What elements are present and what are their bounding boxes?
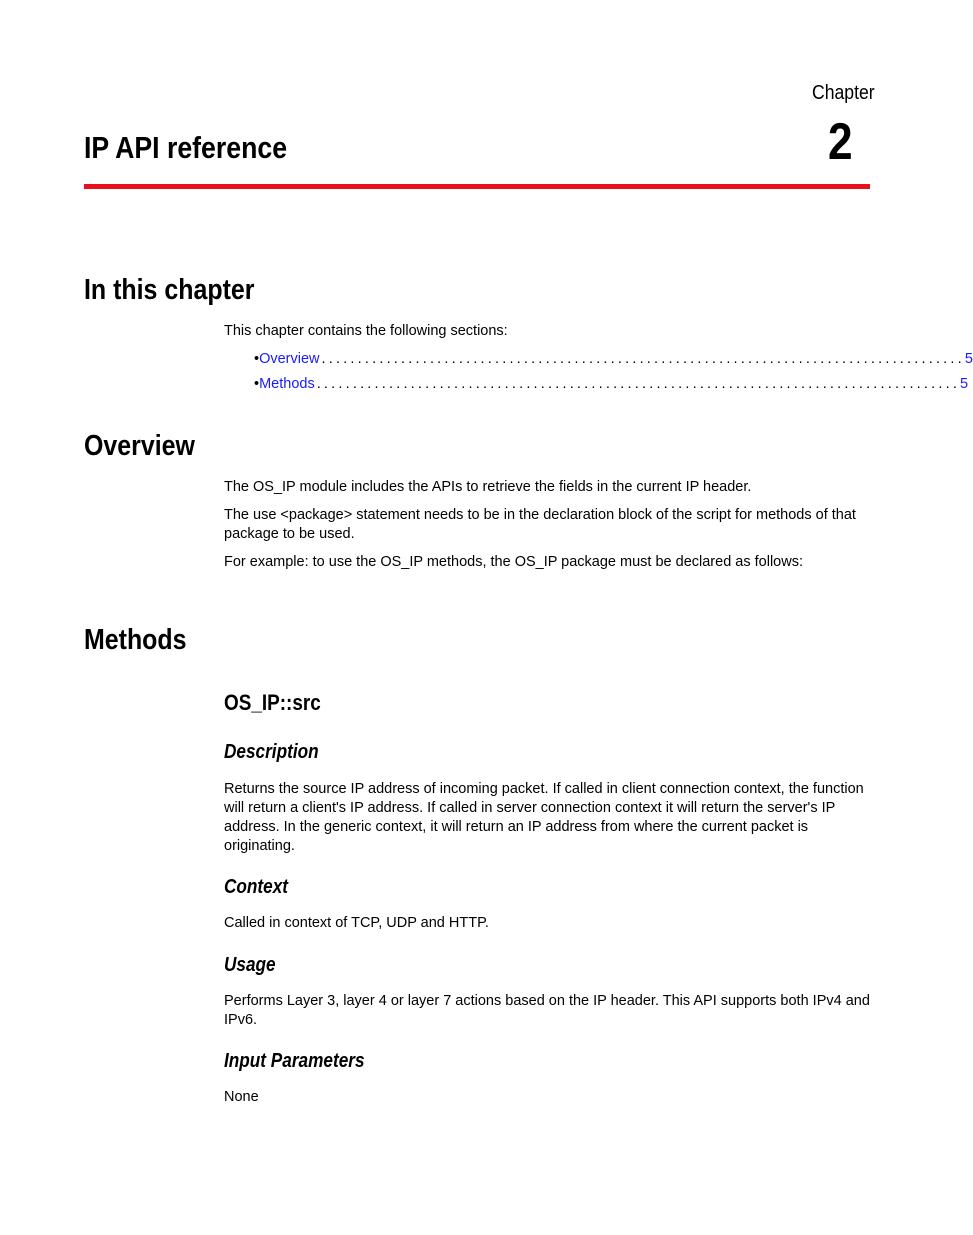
toc-leader-dots: ......................................................................................... xyxy=(321,351,965,367)
chapter-title-rule xyxy=(84,184,870,189)
context-heading: Context xyxy=(224,876,289,898)
toc-list xyxy=(254,350,973,400)
toc-link-overview[interactable]: Overview xyxy=(259,351,320,367)
toc-leader-dots: ......................................................................................... xyxy=(316,376,961,392)
description-text: Returns the source IP address of incoming packet. If called in client connection context, the function will return a client's IP address. If called in server connection context it will return the server's IP address. In the generic context, it will return an IP address from where the current packet is originating. xyxy=(224,781,864,854)
input-parameters-text: None xyxy=(224,1089,259,1105)
toc-page-methods[interactable]: 5 xyxy=(960,376,969,392)
context-text: Called in context of TCP, UDP and HTTP. xyxy=(224,915,489,931)
bullet-icon: • xyxy=(254,376,260,392)
overview-heading: Overview xyxy=(84,430,195,462)
chapter-title: IP API reference xyxy=(84,130,288,165)
methods-heading: Methods xyxy=(84,624,187,656)
toc-link-methods[interactable]: Methods xyxy=(259,376,315,392)
overview-paragraph-1: The OS_IP module includes the APIs to retrieve the fields in the current IP header. xyxy=(224,479,752,495)
chapter-number: 2 xyxy=(828,113,853,171)
in-this-chapter-intro: This chapter contains the following sections: xyxy=(224,323,508,339)
chapter-label: Chapter xyxy=(812,82,875,104)
description-heading: Description xyxy=(224,741,319,763)
toc-item-overview[interactable] xyxy=(254,350,973,375)
in-this-chapter-heading: In this chapter xyxy=(84,274,255,306)
method-name-heading: OS_IP::src xyxy=(224,690,321,715)
overview-paragraph-2: The use <package> statement needs to be in the declaration block of the script for methods of that package to be used. xyxy=(224,507,856,542)
toc-item-methods[interactable] xyxy=(254,375,969,400)
toc-page-overview[interactable]: 5 xyxy=(964,351,973,367)
usage-heading: Usage xyxy=(224,954,276,976)
input-parameters-heading: Input Parameters xyxy=(224,1050,365,1072)
bullet-icon: • xyxy=(254,351,260,367)
usage-text: Performs Layer 3, layer 4 or layer 7 actions based on the IP header. This API supports both IPv4 and IPv6. xyxy=(224,993,870,1028)
overview-paragraph-3: For example: to use the OS_IP methods, the OS_IP package must be declared as follows: xyxy=(224,554,803,570)
